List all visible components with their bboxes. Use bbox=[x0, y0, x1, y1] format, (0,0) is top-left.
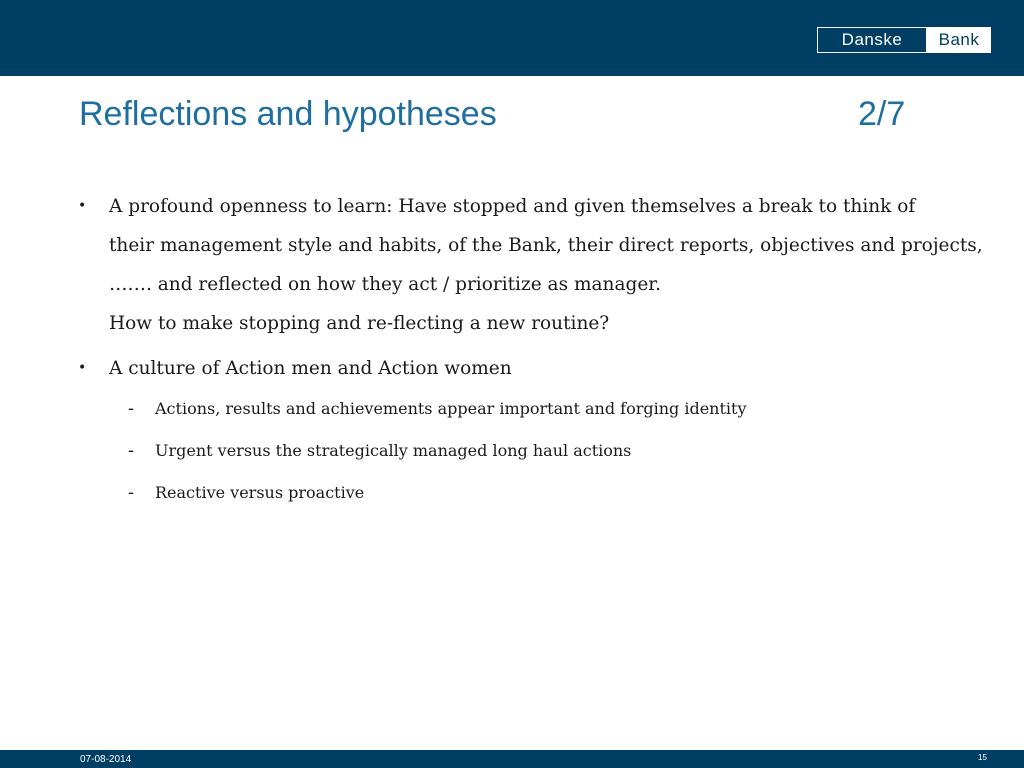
bullet-line: How to make stopping and re-flecting a new routine? bbox=[109, 313, 610, 334]
bullet-line: A profound openness to learn: Have stopped and given themselves a break to think of bbox=[109, 196, 916, 217]
bullet-marker: • bbox=[78, 198, 87, 214]
bullet-item-action-culture bbox=[78, 349, 998, 388]
slide-page-counter: 2/7 bbox=[858, 95, 906, 133]
bullet-marker: • bbox=[78, 360, 87, 376]
bullet-text: A culture of Action men and Action women bbox=[109, 358, 512, 379]
dash-marker: - bbox=[128, 482, 135, 503]
footer-page-number: 15 bbox=[978, 753, 987, 762]
danske-bank-logo bbox=[817, 27, 991, 53]
footer-date: 07-08-2014 bbox=[80, 754, 132, 765]
sub-item-text: Actions, results and achievements appear important and forging identity bbox=[155, 399, 747, 418]
bullet-line: ……. and reflected on how they act / prioritize as manager. bbox=[109, 274, 661, 295]
slide-content bbox=[78, 187, 998, 514]
dash-marker: - bbox=[128, 398, 135, 419]
bullet-line: their management style and habits, of the Bank, their direct reports, objectives and projects, bbox=[109, 235, 983, 256]
logo-left-text: Danske bbox=[818, 28, 928, 52]
header-bar bbox=[0, 0, 1024, 76]
sub-item bbox=[78, 472, 998, 514]
footer-bar bbox=[0, 750, 1024, 768]
logo-right-text: Bank bbox=[928, 28, 990, 52]
sub-item bbox=[78, 388, 998, 430]
slide-title: Reflections and hypotheses bbox=[79, 95, 497, 133]
sub-item bbox=[78, 430, 998, 472]
sub-item-text: Reactive versus proactive bbox=[155, 483, 365, 502]
bullet-item-openness bbox=[78, 187, 998, 343]
sub-item-text: Urgent versus the strategically managed long haul actions bbox=[155, 441, 632, 460]
dash-marker: - bbox=[128, 440, 135, 461]
